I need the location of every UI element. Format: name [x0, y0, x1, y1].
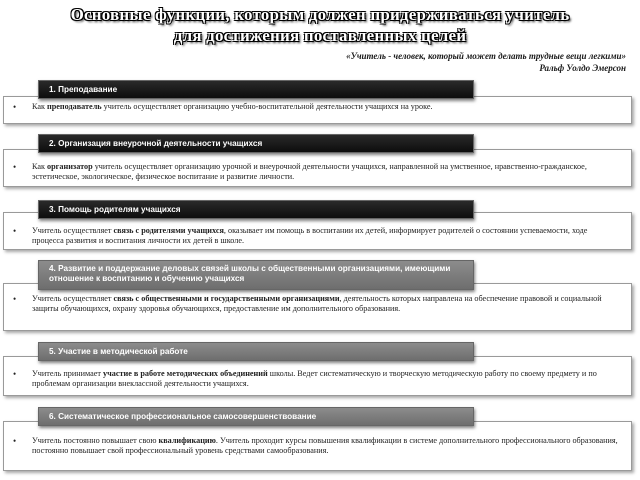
section-2-text-bold: организатор [47, 162, 93, 171]
bullet-icon: • [13, 436, 17, 446]
section-2-text-before: Как [32, 162, 48, 171]
bullet-icon: • [13, 102, 17, 112]
bullet-icon: • [13, 162, 17, 172]
section-3-text-before: Учитель осуществляет [32, 226, 114, 235]
section-4-text-after: , деятельность которых направлена на обеспечение правовой и социальной защиты обучающихся, охрану здоровья обучающихся, предоставление им дополнительного образования. [32, 294, 602, 313]
section-1-body [3, 96, 632, 124]
section-5-body [3, 356, 632, 396]
section-5-text-bold: участие в работе методических объединений [103, 369, 268, 378]
section-3-text-bold: связь с родителями учащихся [113, 226, 224, 235]
bullet-icon: • [13, 294, 17, 304]
section-1-text-bold: преподаватель [47, 102, 102, 111]
section-1-header: 1. Преподавание [38, 80, 474, 99]
section-4-header: 4. Развитие и поддержание деловых связей школы с общественными организациями, имеющими отношение к воспитанию и обучению учащихся [38, 260, 474, 290]
section-5-text-after: школы. Ведет систематическую и творческую методическую работу по своему предмету и по проблемам организации внеклассной деятельности учащихся. [32, 369, 597, 388]
section-1-text-after: учитель осуществляет организацию учебно-воспитательной деятельности учащихся на уроке. [101, 102, 433, 111]
bullet-icon: • [13, 226, 17, 236]
section-2-text-after: учитель осуществляет организацию урочной и внеурочной деятельности учащихся, направленной на умственное, нравственно-гражданское, эстетическое, экологическое, физическое воспитание и развитие личности. [32, 162, 587, 181]
section-6-body [3, 421, 632, 471]
page-title [0, 4, 640, 46]
epigraph-quote: «Учитель - человек, который может делать трудные вещи легкими» [346, 51, 626, 61]
page-title-line-2: для достижения поставленных целей [173, 26, 467, 45]
section-4-text-before: Учитель осуществляет [32, 294, 114, 303]
section-5-header: 5. Участие в методической работе [38, 342, 474, 361]
section-5-text-before: Учитель принимает [32, 369, 104, 378]
page-title-line-1: Основные функции, которым должен придерживаться учитель [70, 5, 570, 24]
section-4-text-bold: связь с общественными и государственными организациями [113, 294, 340, 303]
section-6-text-bold: квалификацию [158, 436, 216, 445]
section-3-text-after: , оказывает им помощь в воспитании их детей, информирует родителей о состоянии успеваемости, ходе процесса развития и воспитания личности их детей в школе. [32, 226, 588, 245]
section-6-header: 6. Систематическое профессиональное самосовершенствование [38, 407, 474, 426]
bullet-icon: • [13, 369, 17, 379]
section-1-text-before: Как [32, 102, 48, 111]
section-6-text-before: Учитель постоянно повышает свою [32, 436, 159, 445]
section-6-text-after: . Учитель проходит курсы повышения квалификации в системе дополнительного профессионального образования, постоянно повышает свой профессиональный уровень средствами самообразования. [32, 436, 618, 455]
section-2-header: 2. Организация внеурочной деятельности учащихся [38, 134, 474, 153]
section-3-header: 3. Помощь родителям учащихся [38, 200, 474, 219]
section-2-body [3, 149, 632, 187]
section-4-body [3, 283, 632, 331]
epigraph-author: Ральф Уолдо Эмерсон [539, 63, 626, 73]
epigraph [346, 50, 626, 74]
